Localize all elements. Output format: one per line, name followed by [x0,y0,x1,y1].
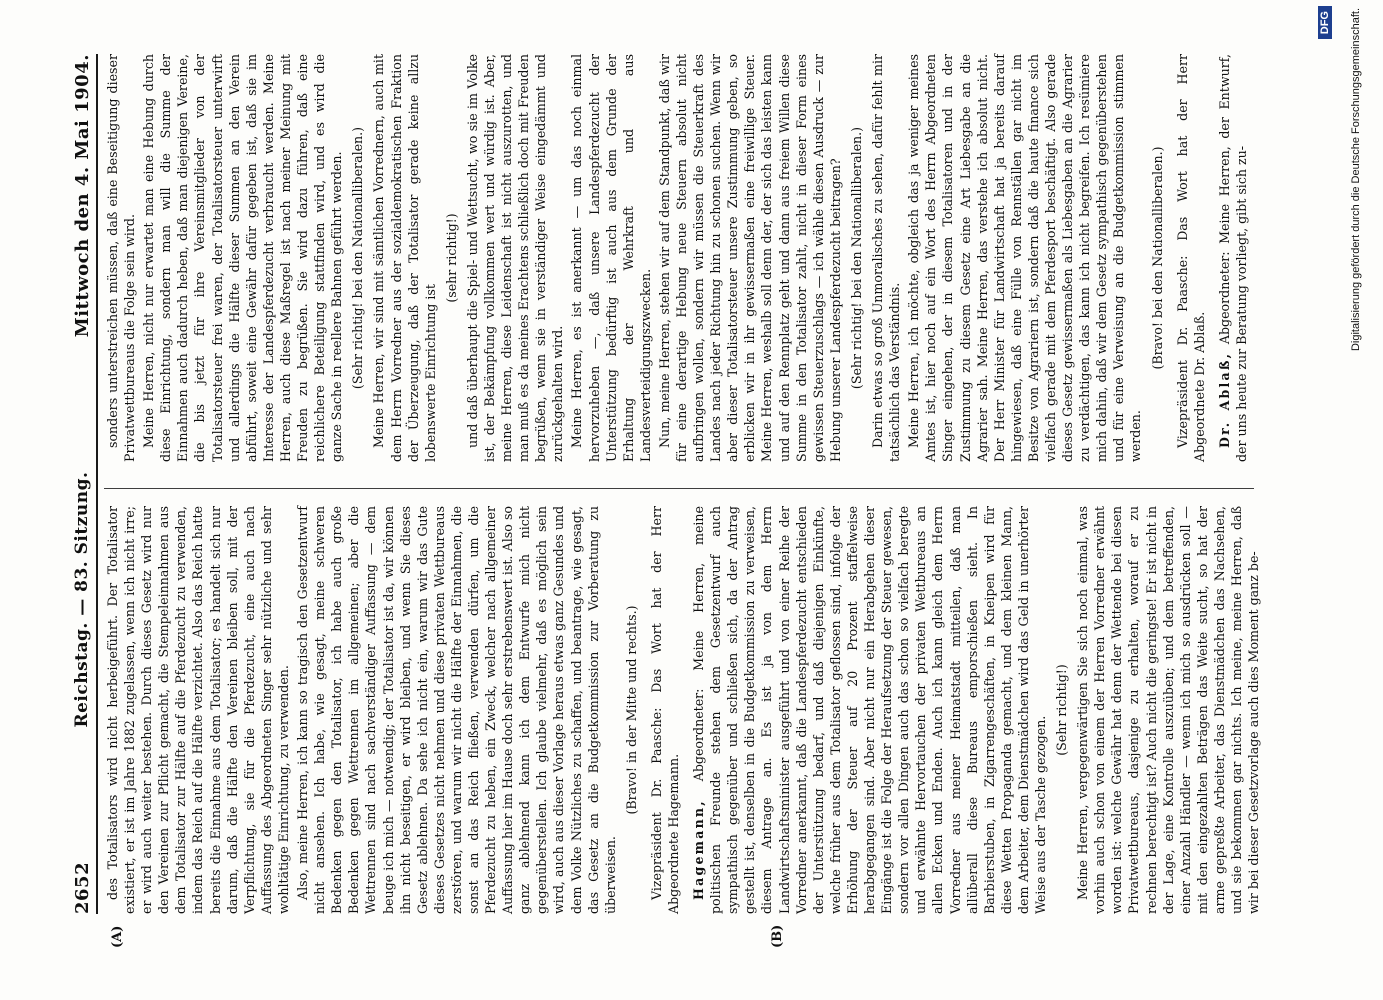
page-number: 2652 [71,861,93,914]
paragraph: Meine Herren, wir sind mit sämtlichen Vorrednern, auch mit dem Herrn Vorredner aus der sozialdemokratischen Fraktion der Überzeugung, daß der Totalisator gerade keine allzu lobenswerte Einrichtung ist [371,54,438,462]
applause-note: (Bravo! bei den Nationalliberalen.) [1149,146,1165,370]
paragraph: Also, meine Herren, ich kann so tragisch den Gesetzentwurf nicht ansehen. Ich habe, wie gesagt, meine schweren Bedenken gegen den Totalisator, ich habe auch große Bedenken gegen Wettrennen im allgemeinen; aber die Wettrennen sind nach sachverständiger Auffassung — dem beuge ich mich — notwendig; der Totalisator ist da, wir können ihn nicht beseitigen, er wird bleiben, und wenn Sie dieses Gesetz ablehnen. Da sehe ich nicht ein, warum wir das Gute dieses Gesetzes nicht nehmen und diese privaten Wettbureaus zerstören, und warum wir nicht die Hälfte der Einnahmen, die sonst an das Reich fließen, verwenden dürfen, um die Pferdezucht zu heben, ein Zweck, welcher nach allgemeiner Auffassung hier im Hause doch sehr erstrebenswert ist. Also so ganz ablehnend kann ich dem Entwurfe mich nicht gegenüberstellen. Ich glaube vielmehr, daß es möglich sein wird, auch aus dieser Vorlage heraus etwas ganz Gesundes und dem Volke Nützliches zu schaffen, und beantrage, wie gesagt, das Gesetz an die Budgetkommission zur Vorberatung zu überweisen. [295,506,618,914]
margin-marker-b: (B) [770,924,785,948]
chair-statement: Vizepräsident Dr. Paasche: Das Wort hat der Herr Abgeordnete Hagemann. [648,506,681,914]
paragraph: Darin etwas so groß Unmoralisches zu sehen, dafür fehlt mir tatsächlich das Verständnis. [870,54,903,462]
paragraph: und daß überhaupt die Spiel- und Wettsucht, wo sie im Volke ist, der Bekämpfung vollkommen wert und würdig ist. Aber, meine Herren, diese Leidenschaft ist nicht auszurotten, und man muß es da meines Erachtens schließlich doch mit Freuden begrüßen, wenn sie in verständiger Weise eingedämmt und zurückgehalten wird. [464,54,566,462]
paragraph: sonders unterstreichen müssen, daß eine Beseitigung dieser Privatwettbureaus die Folge sein wird. [105,54,138,462]
dfg-logo: DFG [1318,6,1332,39]
paragraph: Meine Herren, es ist anerkannt — um das noch einmal hervorzuheben —, daß unsere Landespferdezucht der Unterstützung bedürftig ist auch aus dem Grunde der Erhaltung der Wehrkraft und aus Landesverteidigungszwecken. [569,54,653,462]
paragraph: Meine Herren, nicht nur erwartet man eine Hebung durch diese Einrichtung, sondern man will die Summe der Einnahmen auch dadurch heben, daß man diejenigen Vereine, die bis jetzt für ihre Vereinsmitglieder von der Totalisatorsteuer frei waren, der Totalisatorsteuer unterwirft und allerdings die Hälfte dieser Summen an den Verein abführt, soweit eine Gewähr dafür gegeben ist, daß sie im Interesse der Landespferdezucht verbraucht werden. Meine Herren, auch diese Maßregel ist nach meiner Meinung mit Freuden zu begrüßen. Sie wird dazu führen, daß eine reichlichere Beteiligung stattfinden wird, und es wird die ganze Sache in reellere Bahnen geführt werden. [141,54,345,462]
page-content [60,54,1260,954]
paragraph: Nun, meine Herren, stehen wir auf dem Standpunkt, daß wir für eine derartige Hebung neue Steuern absolut nicht aufbringen wollen, sondern wir müssen die Steuerkraft des Landes nach jeder Richtung hin zu schonen suchen. Wenn wir aber dieser Totalisatorsteuer unsere Zustimmung geben, so erblicken wir in ihr gewissermaßen eine freiwillige Steuer. Meine Herren, weshalb soll denn der, der sich das leisten kann und auf den Rennplatz geht und dann aus freiem Willen diese Summe in den Totalisator zahlt, nicht in dieser Form eines gewissen Steuerzuschlags — ich wähle diesen Ausdruck — zur Hebung unserer Landespferdezucht beitragen? [656,54,843,462]
paragraph: Meine Herren, vergegenwärtigen Sie sich noch einmal, was vorhin auch schon von einem der Herren Vorredner erwähnt worden ist: welche Gewähr hat denn der Wettende bei diesen Privatwettbureaus, dasjenige zu erhalten, worauf er zu rechnen berechtigt ist? Auch nicht die geringste! Er ist nicht in der Lage, eine Kontrolle auszuüben; und dem betreffenden, einer Anzahl Händler — wenn ich mich so ausdrücken soll — mit den eingezahlten Beträgen das Weite sucht, so hat der arme gepreßte Arbeiter, das Dienstmädchen das Nachsehen, und sie bekommen gar nichts. Ich meine, meine Herren, daß wir bei dieser Gesetzvorlage auch dies Moment ganz be- [1075,506,1262,914]
applause-note: (Bravo! in der Mitte und rechts.) [623,605,639,815]
right-column [104,54,1254,462]
left-column [104,506,1262,914]
speech-text: Abgeordneter: Meine Herren, meine politischen Freunde stehen dem Gesetzentwurf auch sympathisch gegenüber und schließen sich, da der Antrag gestellt ist, denselben in die Budgetkommission zu verweisen, diesem Antrage an. Es ist ja von dem Herrn Landwirtschaftsminister ausgeführt und von einer Reihe der Vorredner anerkannt, daß die Landespferdezucht entschieden der Unterstützung bedarf, und daß diejenigen Einkünfte, welche früher aus dem Totalisator geflossen sind, infolge der Erhöhung der Steuer auf 20 Prozent staffelweise herabgegangen sind. Aber nicht nur ein Herabgehen dieser Eingänge ist die Folge der Heraufsetzung der Steuer gewesen, sondern vor allen Dingen auch das schon so vielfach beregte und erwähnte Hervortauchen der privaten Wettbureaus an allen Ecken und Enden. Auch ich kann gleich dem Herrn Vorredner aus meiner Heimatstadt mitteilen, daß man allüberall diese Bureaus emporschießen sieht. In Barbierstuben, in Zigarrengeschäften, in Kneipen wird für diese Wetten Propaganda gemacht, und dem kleinen Mann, dem Arbeiter, dem Dienstmädchen wird das Geld in unerhörter Weise aus der Tasche gezogen. [691,506,1048,914]
digitization-credit: Digitalisierung gefördert durch die Deutsche Forschungsgemeinschaft. [1350,8,1362,352]
paragraph: des Totalisators wird nicht herbeigeführt. Der Totalisator existiert, er ist im Jahre 1882 zugelassen, wenn ich nicht irre; er wird auch weiter bestehen. Durch dieses Gesetz wird nur den Vereinen zur Pflicht gemacht, die Stempeleinnahmen aus dem Totalisator zur Hälfte auf die Pferdezucht zu verwenden, indem das Reich auf die Hälfte verzichtet. Also das Reich hatte bereits die Einnahme aus dem Totalisator; es handelt sich nur darum, daß die Hälfte den Vereinen bleiben soll, mit der Verpflichtung, sie für die Pferdezucht, eine auch nach Auffassung des Abgeordneten Singer sehr nützliche und sehr wohltätige Einrichtung, zu verwenden. [105,506,291,914]
speech-text: Abgeordneter: Meine Herren, der Entwurf, der uns heute zur Beratung vorliegt, gibt sich zu- [1216,54,1249,462]
speaker-name: Hagemann, [691,799,707,900]
speech-paragraph [1216,54,1250,462]
applause-note: (Sehr richtig! bei den Nationalliberalen.) [350,126,366,390]
applause-note: (Sehr richtig! bei den Nationalliberalen.) [848,126,864,390]
chair-statement: Vizepräsident Dr. Paasche: Das Wort hat der Herr Abgeordnete Dr. Ablaß. [1174,54,1207,462]
applause-note: (Sehr richtig!) [1054,664,1070,756]
speaker-name: Dr. Ablaß, [1216,351,1232,448]
applause-note: (sehr richtig!) [443,213,459,303]
page-header [68,54,98,914]
speech-paragraph [690,506,1049,914]
paragraph: Meine Herren, ich möchte, obgleich das ja weniger meines Amtes ist, hier noch auf ein Wort des Herrn Abgeordneten Singer eingehen, der in diesem Totalisatoren und in der Zustimmung zu diesem Gesetz eine Art Liebesgabe an die Agrarier sah. Meine Herren, das verstehe ich absolut nicht. Der Herr Minister für Landwirtschaft hat ja bereits darauf hingewiesen, daß eine Fülle von Rennställen gar nicht im Besitze von Agrariern ist, sondern daß die haute finance sich vielfach gerade mit dem Pferdesport beschäftigt. Also gerade dieses Gesetz gewissermaßen als Liebesgaben an die Agrarier zu verdächtigen, das kann ich nicht begreifen. Ich resümiere mich dahin, daß wir dem Gesetz sympathisch gegenüberstehen und für eine Verweisung an die Budgetkommission stimmen werden. [906,54,1144,462]
margin-marker-a: (A) [110,925,125,948]
session-date: Mittwoch den 4. Mai 1904. [71,54,93,338]
session-title: Reichstag. — 83. Sitzung. [72,471,92,728]
column-divider [104,488,1254,489]
